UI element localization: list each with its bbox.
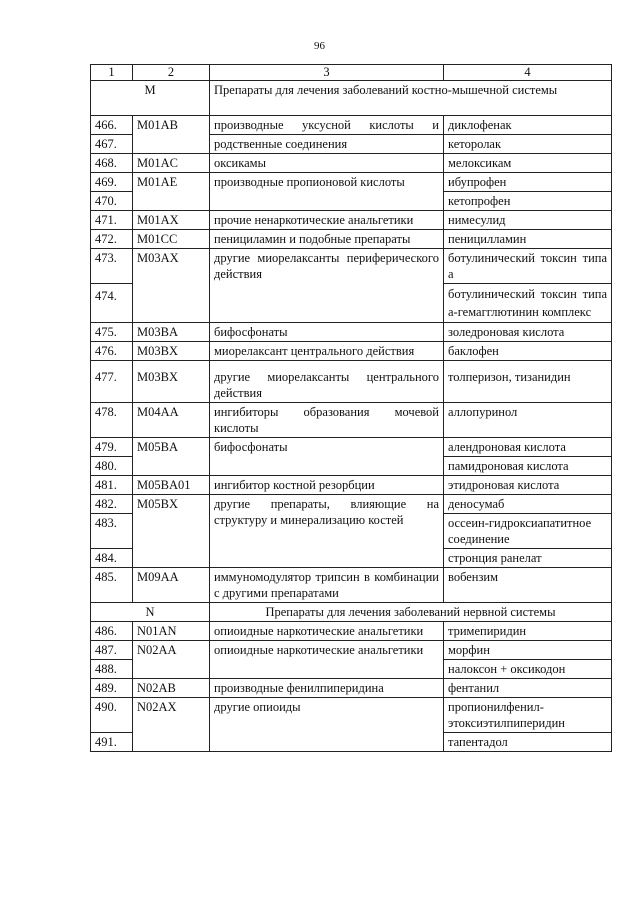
group-description: бифосфонаты [210,323,444,342]
header-cell: 1 [91,65,133,81]
table-row [91,323,612,342]
group-description: родственные соединения [210,135,444,154]
group-description: опиоидные наркотические анальгетики [210,622,444,641]
row-number: 479. [91,438,133,457]
atc-code: M01AC [133,154,210,173]
row-number: 482. [91,495,133,514]
drug-name: золедроновая кислота [444,323,612,342]
row-number: 474. [91,284,133,323]
row-number: 491. [91,733,133,752]
group-description: иммуномодулятор трипсин в комбинации с другими препаратами [210,568,444,603]
section-row [91,81,612,116]
row-number: 481. [91,476,133,495]
section-title: Препараты для лечения заболеваний костно-мышечной системы [210,81,612,116]
drug-name: толперизон, тизанидин [444,361,612,403]
drug-name: пропионилфенил-этоксиэтилпиперидин [444,698,612,733]
drug-name: ботулинический токсин типа а-гемагглютинин комплекс [444,284,612,323]
drug-name: оссеин-гидроксиапатитное соединение [444,514,612,549]
table-row [91,403,612,438]
table-row [91,679,612,698]
table-row [91,495,612,514]
atc-code: M05BX [133,495,210,568]
row-number: 488. [91,660,133,679]
section-letter: N [91,603,210,622]
header-cell: 3 [210,65,444,81]
table-row [91,154,612,173]
group-description: пенициламин и подобные препараты [210,230,444,249]
atc-code: N02AA [133,641,210,679]
group-description: другие препараты, влияющие на структуру и минерализацию костей [210,495,444,568]
group-description: другие миорелаксанты центрального действия [210,361,444,403]
table-row [91,249,612,284]
page-number: 96 [314,40,325,52]
atc-code: N02AX [133,698,210,752]
drug-name: баклофен [444,342,612,361]
group-description: ингибитор костной резорбции [210,476,444,495]
group-description: ингибиторы образования мочевой кислоты [210,403,444,438]
atc-code: N02AB [133,679,210,698]
section-letter: M [91,81,210,116]
drug-name: аллопуринол [444,403,612,438]
atc-code: M03BA [133,323,210,342]
atc-code: N01AN [133,622,210,641]
header-cell: 4 [444,65,612,81]
drug-name: стронция ранелат [444,549,612,568]
row-number: 467. [91,135,133,154]
atc-code: M04AA [133,403,210,438]
atc-code: M01CC [133,230,210,249]
row-number: 477. [91,361,133,403]
atc-code: M05BA [133,438,210,476]
row-number: 486. [91,622,133,641]
row-number: 469. [91,173,133,192]
drug-name: вобензим [444,568,612,603]
table-row [91,342,612,361]
group-description: производные уксусной кислоты и [210,116,444,135]
group-description: другие миорелаксанты периферического действия [210,249,444,323]
table-row [91,476,612,495]
drug-name: фентанил [444,679,612,698]
group-description: оксикамы [210,154,444,173]
atc-code: M03AX [133,249,210,323]
drug-name: мелоксикам [444,154,612,173]
group-description: другие опиоиды [210,698,444,752]
section-title: Препараты для лечения заболеваний нервной системы [210,603,612,622]
atc-code: M01AX [133,211,210,230]
table-row [91,211,612,230]
row-number: 466. [91,116,133,135]
table-row [91,568,612,603]
table-row [91,173,612,192]
group-description: производные пропионовой кислоты [210,173,444,211]
table-row [91,641,612,660]
atc-code: M03BX [133,361,210,403]
table-row [91,116,612,135]
section-row [91,603,612,622]
drug-name: пеницилламин [444,230,612,249]
drug-name: тримепиридин [444,622,612,641]
drug-name: нимесулид [444,211,612,230]
row-number: 475. [91,323,133,342]
row-number: 487. [91,641,133,660]
drug-name: этидроновая кислота [444,476,612,495]
drug-name: памидроновая кислота [444,457,612,476]
group-description: миорелаксант центрального действия [210,342,444,361]
drug-name: ибупрофен [444,173,612,192]
table-row [91,438,612,457]
atc-code: M05BA01 [133,476,210,495]
row-number: 473. [91,249,133,284]
row-number: 484. [91,549,133,568]
row-number: 483. [91,514,133,549]
row-number: 476. [91,342,133,361]
drug-name: алендроновая кислота [444,438,612,457]
group-description: прочие ненаркотические анальгетики [210,211,444,230]
table-row [91,361,612,403]
table-row [91,622,612,641]
atc-code: M03BX [133,342,210,361]
row-number: 489. [91,679,133,698]
drug-name: морфин [444,641,612,660]
row-number: 471. [91,211,133,230]
row-number: 480. [91,457,133,476]
row-number: 485. [91,568,133,603]
row-number: 490. [91,698,133,733]
row-number: 478. [91,403,133,438]
table-row [91,698,612,733]
drug-name: кеторолак [444,135,612,154]
drug-name: деносумаб [444,495,612,514]
drug-name: налоксон + оксикодон [444,660,612,679]
table-row [91,230,612,249]
atc-code: M01AE [133,173,210,211]
drug-name: ботулинический токсин типа а [444,249,612,284]
group-description: бифосфонаты [210,438,444,476]
drug-name: кетопрофен [444,192,612,211]
atc-code: M09AA [133,568,210,603]
group-description: опиоидные наркотические анальгетики [210,641,444,679]
header-cell: 2 [133,65,210,81]
table-header-row [91,65,612,81]
drug-name: диклофенак [444,116,612,135]
group-description: производные фенилпиперидина [210,679,444,698]
row-number: 472. [91,230,133,249]
drug-table [90,64,612,752]
drug-name: тапентадол [444,733,612,752]
row-number: 468. [91,154,133,173]
atc-code: M01AB [133,116,210,154]
row-number: 470. [91,192,133,211]
